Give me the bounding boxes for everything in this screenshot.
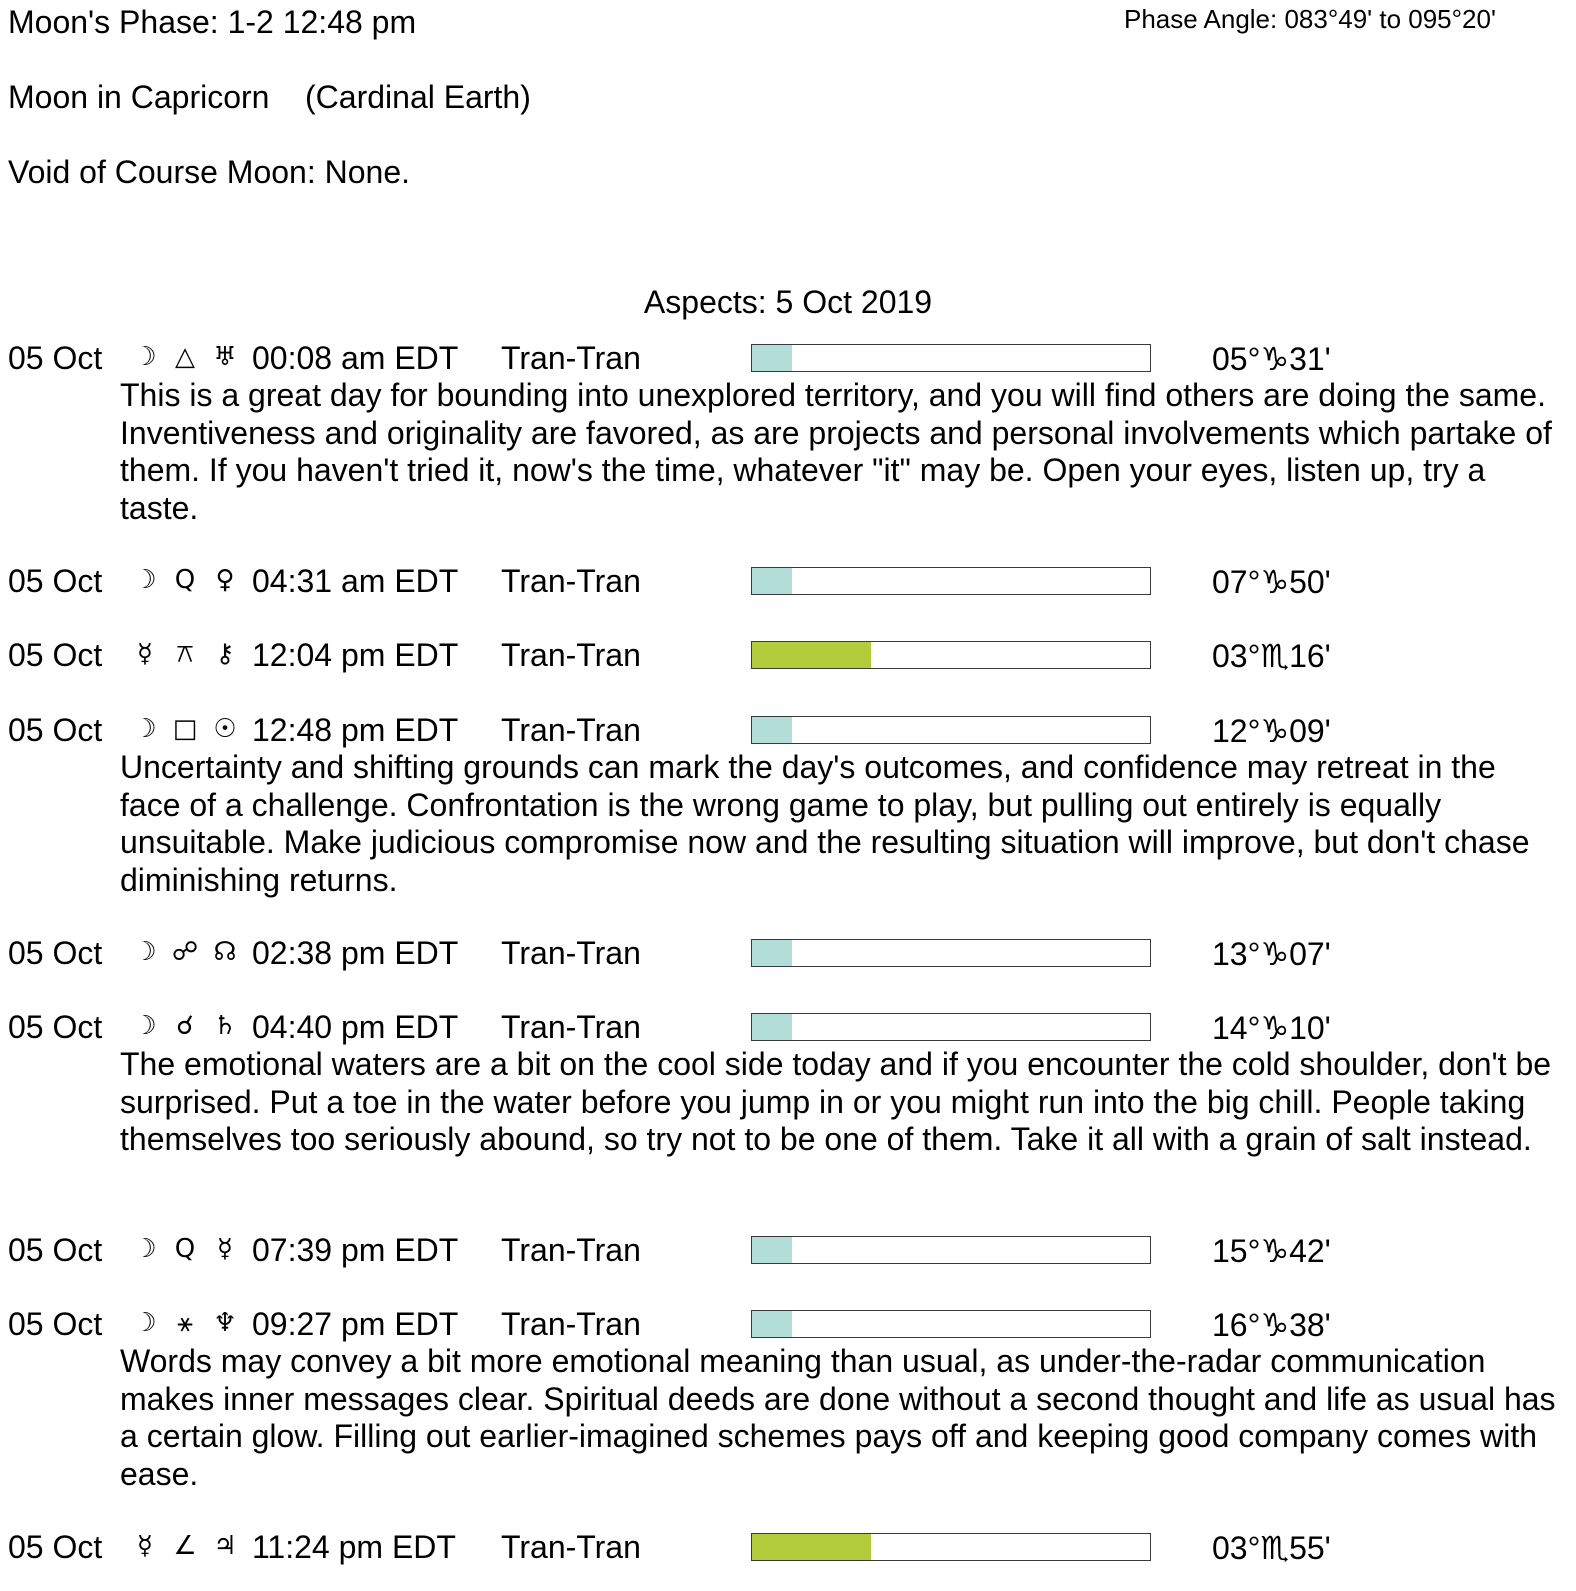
quintile-icon: Q bbox=[174, 1234, 196, 1264]
aspect-time: 04:40 pm EDT bbox=[252, 1009, 459, 1045]
mercury-icon: ☿ bbox=[217, 1234, 233, 1264]
aspect-glyphs bbox=[130, 565, 240, 595]
aspect-date: 05 Oct bbox=[8, 712, 103, 748]
chiron-icon: ⚷ bbox=[215, 639, 235, 669]
aspect-date: 05 Oct bbox=[8, 1232, 103, 1268]
moon-phase: Moon's Phase: 1-2 12:48 pm bbox=[8, 4, 417, 40]
aspect-glyphs bbox=[130, 714, 240, 744]
strength-bar-fill bbox=[752, 568, 792, 594]
strength-bar-fill bbox=[752, 1237, 792, 1263]
strength-bar bbox=[751, 641, 1151, 669]
strength-bar bbox=[751, 567, 1151, 595]
moon-icon: ☽ bbox=[133, 714, 157, 744]
aspect-row bbox=[0, 935, 1576, 975]
north-node-icon: ☊ bbox=[213, 937, 237, 967]
aspect-position: 15°♑42' bbox=[1212, 1233, 1331, 1269]
aspect-glyphs bbox=[130, 1234, 240, 1264]
aspect-date: 05 Oct bbox=[8, 637, 103, 673]
aspect-position: 07°♑50' bbox=[1212, 564, 1331, 600]
aspect-date: 05 Oct bbox=[8, 340, 103, 376]
aspect-description: Uncertainty and shifting grounds can mark the day's outcomes, and confidence may retreat in the face of a challenge. Confrontation is the wrong game to play, but pulling out entirely is equally unsuitable. Make judicious compromise now and the resulting situation will improve, but don't chase diminishing returns. bbox=[120, 749, 1530, 898]
aspect-date: 05 Oct bbox=[8, 1529, 103, 1565]
quintile-icon: Q bbox=[174, 565, 196, 595]
neptune-icon: ♆ bbox=[213, 1308, 237, 1338]
aspect-row bbox=[0, 1529, 1576, 1569]
semisquare-icon: ∠ bbox=[173, 1531, 197, 1561]
strength-bar bbox=[751, 1310, 1151, 1338]
aspect-position: 03°♏55' bbox=[1212, 1530, 1331, 1566]
jupiter-icon: ♃ bbox=[213, 1531, 237, 1561]
strength-bar bbox=[751, 1013, 1151, 1041]
aspect-description: The emotional waters are a bit on the cool side today and if you encounter the cold shoulder, don't be surprised. Put a toe in the water before you jump in or you might run into the big chill. People taking themselves too seriously abound, so try not to be one of them. Take it all with a grain of salt instead. bbox=[120, 1046, 1552, 1157]
trine-icon: △ bbox=[175, 342, 195, 372]
aspect-glyphs bbox=[130, 639, 240, 670]
aspect-glyphs bbox=[130, 1531, 240, 1561]
aspect-row bbox=[0, 1232, 1576, 1272]
strength-bar bbox=[751, 1533, 1151, 1561]
aspect-glyphs bbox=[130, 342, 240, 372]
aspect-glyphs bbox=[130, 1308, 240, 1339]
strength-bar bbox=[751, 344, 1151, 372]
opposition-icon: ☍ bbox=[171, 937, 199, 967]
aspects-title: Aspects: 5 Oct 2019 bbox=[643, 284, 933, 320]
aspect-kind: Tran-Tran bbox=[501, 637, 641, 673]
aspect-kind: Tran-Tran bbox=[501, 1306, 641, 1342]
aspect-row bbox=[0, 637, 1576, 677]
quincunx-icon: ⚻ bbox=[176, 639, 194, 669]
strength-bar-fill bbox=[752, 345, 792, 371]
aspect-row bbox=[0, 712, 1576, 752]
strength-bar bbox=[751, 939, 1151, 967]
conjunction-icon: ☌ bbox=[176, 1011, 194, 1041]
aspect-glyphs bbox=[130, 937, 240, 967]
aspect-position: 12°♑09' bbox=[1212, 713, 1331, 749]
moon-icon: ☽ bbox=[133, 1234, 157, 1264]
strength-bar-fill bbox=[752, 717, 792, 743]
mercury-icon: ☿ bbox=[137, 1531, 153, 1561]
aspect-kind: Tran-Tran bbox=[501, 1232, 641, 1268]
phase-angle: Phase Angle: 083°49' to 095°20' bbox=[1124, 4, 1496, 34]
uranus-icon: ♅ bbox=[213, 342, 237, 372]
aspect-kind: Tran-Tran bbox=[501, 935, 641, 971]
aspect-time: 07:39 pm EDT bbox=[252, 1232, 459, 1268]
aspect-date: 05 Oct bbox=[8, 1009, 103, 1045]
strength-bar bbox=[751, 1236, 1151, 1264]
sextile-icon: ⚹ bbox=[177, 1308, 193, 1338]
moon-sign: Moon in Capricorn (Cardinal Earth) bbox=[8, 79, 531, 115]
mercury-icon: ☿ bbox=[137, 639, 153, 669]
strength-bar-fill bbox=[752, 940, 792, 966]
aspect-date: 05 Oct bbox=[8, 935, 103, 971]
aspect-date: 05 Oct bbox=[8, 563, 103, 599]
saturn-icon: ♄ bbox=[213, 1011, 237, 1041]
square-icon: □ bbox=[172, 714, 198, 744]
aspect-kind: Tran-Tran bbox=[501, 1009, 641, 1045]
aspect-kind: Tran-Tran bbox=[501, 1529, 641, 1565]
aspect-time: 00:08 am EDT bbox=[252, 340, 459, 376]
aspect-time: 12:48 pm EDT bbox=[252, 712, 459, 748]
aspect-position: 03°♏16' bbox=[1212, 638, 1331, 674]
aspect-time: 09:27 pm EDT bbox=[252, 1306, 459, 1342]
moon-icon: ☽ bbox=[133, 342, 157, 372]
venus-icon: ♀ bbox=[215, 565, 235, 595]
moon-icon: ☽ bbox=[133, 937, 157, 967]
aspect-kind: Tran-Tran bbox=[501, 340, 641, 376]
aspect-time: 04:31 am EDT bbox=[252, 563, 459, 599]
aspect-description: Words may convey a bit more emotional meaning than usual, as under-the-radar communication makes inner messages clear. Spiritual deeds are done without a second thought and life as usual has a certain glow. Filling out earlier-imagined schemes pays off and keeping good company comes with ease. bbox=[120, 1343, 1556, 1492]
strength-bar-fill bbox=[752, 1014, 792, 1040]
sun-icon: ☉ bbox=[213, 714, 237, 744]
strength-bar-fill bbox=[752, 642, 871, 668]
strength-bar bbox=[751, 716, 1151, 744]
aspect-glyphs bbox=[130, 1011, 240, 1041]
moon-icon: ☽ bbox=[133, 565, 157, 595]
aspect-kind: Tran-Tran bbox=[501, 563, 641, 599]
aspect-row bbox=[0, 563, 1576, 603]
aspect-position: 16°♑38' bbox=[1212, 1307, 1331, 1343]
aspect-time: 12:04 pm EDT bbox=[252, 637, 459, 673]
aspect-row bbox=[0, 1306, 1576, 1346]
moon-icon: ☽ bbox=[133, 1308, 157, 1338]
aspect-time: 11:24 pm EDT bbox=[252, 1529, 456, 1565]
aspect-position: 13°♑07' bbox=[1212, 936, 1331, 972]
aspect-time: 02:38 pm EDT bbox=[252, 935, 459, 971]
aspect-position: 14°♑10' bbox=[1212, 1010, 1331, 1046]
aspect-date: 05 Oct bbox=[8, 1306, 103, 1342]
aspect-row bbox=[0, 1009, 1576, 1049]
aspect-kind: Tran-Tran bbox=[501, 712, 641, 748]
aspect-position: 05°♑31' bbox=[1212, 341, 1331, 377]
strength-bar-fill bbox=[752, 1311, 792, 1337]
moon-icon: ☽ bbox=[133, 1011, 157, 1041]
strength-bar-fill bbox=[752, 1534, 871, 1560]
aspect-row bbox=[0, 340, 1576, 380]
aspect-description: This is a great day for bounding into unexplored territory, and you will find others are doing the same. Inventiveness and originality are favored, as are projects and personal involvements which partake of them. If you haven't tried it, now's the time, whatever "it" may be. Open your eyes, listen up, try a taste. bbox=[120, 377, 1552, 526]
void-of-course: Void of Course Moon: None. bbox=[8, 154, 411, 190]
